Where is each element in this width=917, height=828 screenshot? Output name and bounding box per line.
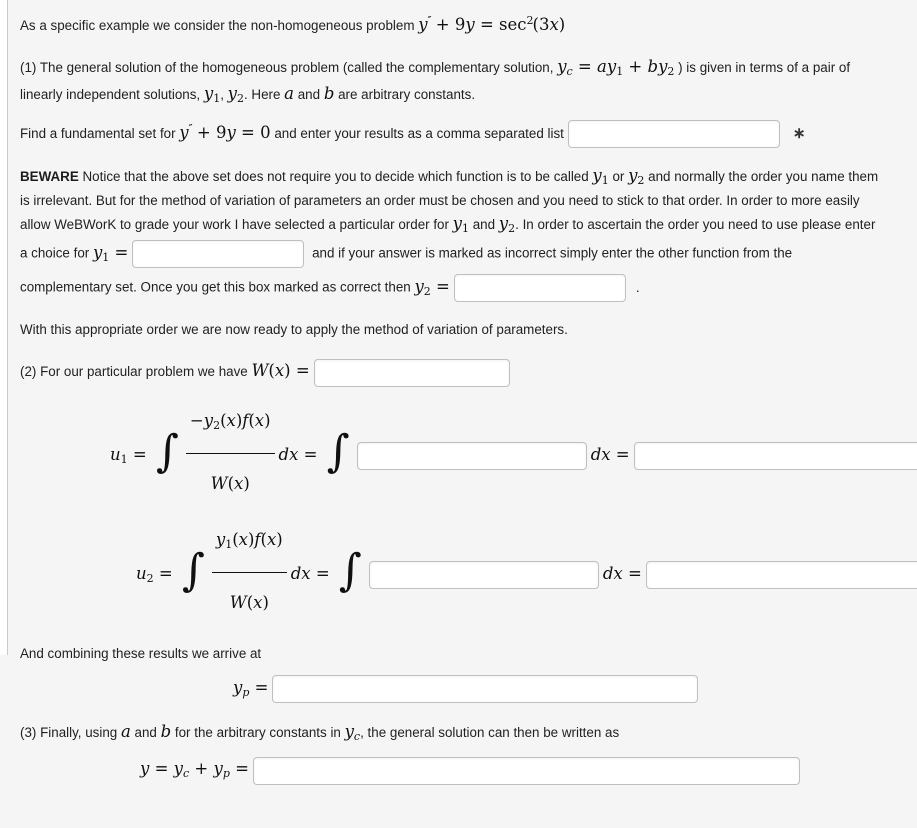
math-var: f: [254, 530, 260, 549]
webwork-problem-content: [8, 13, 897, 828]
math-var: x: [253, 593, 262, 612]
math-subscript: 2: [147, 572, 154, 585]
math-var: y: [414, 277, 423, 296]
math-subscript: c: [354, 730, 360, 743]
beware-paragraph: [20, 164, 883, 305]
math-symbol: +: [623, 57, 647, 76]
math-subscript: 1: [462, 222, 469, 235]
math-symbol: = 0: [236, 123, 271, 142]
math-var: x: [227, 411, 236, 430]
find-text-1: Find a fundamental set for: [20, 126, 179, 141]
math-var: y: [174, 759, 183, 778]
y2-choice-input[interactable]: [454, 274, 626, 302]
math-subscript: 1: [225, 538, 232, 551]
math-var: y: [418, 15, 427, 34]
math-symbol: (: [248, 411, 254, 430]
part3-text-2: and: [131, 725, 161, 740]
math-y2-equals: [414, 277, 449, 296]
math-subscript: 2: [237, 92, 244, 105]
math-var: y: [345, 722, 354, 741]
math-y1: [592, 166, 608, 185]
beware-text-5: . In order to ascertain the order you need to use please enter a choice for: [20, 217, 875, 261]
math-subscript: 2: [637, 174, 644, 187]
math-var: y: [233, 678, 242, 697]
math-var: a: [121, 722, 131, 741]
beware-text-3: and normally the order you name them is irrelevant. But for the method of variation of parameters an order must be chosen and you need to stick to that order. In order to more easily allow WeBWorK to grade your work I have selected a particular order for: [20, 169, 878, 232]
math-y1-equals: [93, 243, 128, 262]
math-var: x: [239, 530, 248, 549]
math-symbol: (3: [533, 15, 550, 34]
wronskian-text: (2) For our particular problem we have: [20, 364, 251, 379]
intro-text: As a specific example we consider the non-homogeneous problem: [20, 18, 418, 33]
math-symbol: ): [559, 15, 565, 34]
general-solution-input[interactable]: [253, 757, 800, 785]
u1-integrand-input[interactable]: [357, 442, 587, 470]
answer-note-star: ∗: [793, 125, 806, 142]
math-var: x: [267, 530, 276, 549]
math-var: dx: [291, 564, 311, 583]
math-var: W: [230, 593, 247, 612]
math-var: a: [597, 57, 607, 76]
math-subscript: 1: [602, 174, 609, 187]
math-var: y: [216, 530, 225, 549]
math-symbol: (: [261, 530, 267, 549]
find-text-2: and enter your results as a comma separated list: [271, 126, 564, 141]
math-fraction: [186, 393, 275, 512]
beware-text-1: Notice that the above set does not require you to decide which function is to be called: [79, 169, 593, 184]
part1-text-1: (1) The general solution of the homogeneous problem (called the complementary solution,: [20, 60, 557, 75]
math-homogeneous-equation: [179, 123, 270, 142]
math-u2-integral: u2 = ∫ $\frac{y1(x)f(x)}{W(x)}$ dx = ∫: [136, 564, 365, 583]
math-var: u: [110, 445, 121, 464]
wronskian-input[interactable]: [314, 359, 510, 387]
math-var: x: [549, 15, 558, 34]
math-b: [324, 84, 335, 103]
beware-text-4: and: [469, 217, 499, 232]
math-var: y: [204, 411, 213, 430]
math-symbol: =: [249, 678, 268, 697]
u2-row: [136, 515, 883, 634]
math-a: [284, 84, 294, 103]
math-u1-integral: u1 = ∫ $\frac{-y2(x)f(x)}{W(x)}$ dx = ∫: [110, 445, 353, 464]
math-fraction: [212, 512, 287, 631]
math-symbol: ): [262, 593, 268, 612]
part3-text-4: , the general solution can then be written as: [360, 725, 619, 740]
math-var: y: [557, 57, 566, 76]
math-superscript: ′′: [189, 122, 192, 135]
math-symbol: =: [109, 243, 128, 262]
math-symbol: =: [623, 564, 642, 583]
y1-choice-input[interactable]: [132, 240, 304, 268]
math-var: y: [93, 243, 102, 262]
math-symbol: =: [611, 445, 630, 464]
beware-text-6: and if your answer is marked as incorrect simply enter the other function from the complementary set. Once you get this box marked as correct then: [20, 246, 792, 295]
yp-row: [233, 672, 883, 706]
math-var: y: [179, 123, 188, 142]
math-var: f: [242, 411, 248, 430]
math-subscript: 2: [667, 65, 674, 78]
math-subscript: c: [183, 767, 189, 780]
math-nonhomogeneous-equation: [418, 15, 565, 34]
math-var: y: [465, 15, 474, 34]
general-solution-row: [140, 752, 883, 788]
math-general-solution-equals: [140, 759, 249, 778]
order-note: With this appropriate order we are now ready to apply the method of variation of parameters.: [20, 320, 883, 340]
math-symbol: (: [268, 361, 274, 380]
math-a: [121, 722, 131, 741]
beware-text-7: .: [636, 280, 640, 295]
math-subscript: 1: [102, 251, 109, 264]
math-var: y: [607, 57, 616, 76]
u1-row: [110, 396, 883, 515]
math-var: x: [234, 474, 243, 493]
fundamental-set-row: [20, 117, 883, 151]
beware-text-2: or: [609, 169, 628, 184]
part3-text-1: (3) Finally, using: [20, 725, 121, 740]
u2-integrand-input[interactable]: [369, 561, 599, 589]
fundamental-set-input[interactable]: [568, 120, 780, 148]
math-symbol: =: [128, 445, 152, 464]
part3-paragraph: [20, 720, 883, 746]
math-var: W: [211, 474, 228, 493]
part1-text-5: and: [294, 87, 324, 102]
math-var: W: [251, 361, 268, 380]
math-var: b: [161, 722, 172, 741]
math-var: y: [499, 214, 508, 233]
math-symbol: =: [298, 445, 322, 464]
math-symbol: (: [247, 593, 253, 612]
math-subscript: c: [567, 65, 573, 78]
math-symbol: + 9: [192, 123, 227, 142]
part1-text-6: are arbitrary constants.: [334, 87, 475, 102]
math-var: y: [228, 84, 237, 103]
beware-label: BEWARE: [20, 169, 79, 184]
math-symbol: +: [189, 759, 213, 778]
math-symbol: =: [573, 57, 597, 76]
part1-text-4: . Here: [244, 87, 284, 102]
math-symbol: =: [154, 564, 178, 583]
math-var: y: [140, 759, 149, 778]
intro-paragraph: [20, 13, 883, 39]
math-symbol: =: [230, 759, 249, 778]
math-symbol: =: [311, 564, 335, 583]
math-yp-equals: [233, 678, 268, 697]
left-panel-border: [0, 0, 8, 655]
math-wronskian-equals: [251, 361, 309, 380]
math-var: dx: [603, 564, 623, 583]
math-subscript: 2: [508, 222, 515, 235]
math-var: a: [284, 84, 294, 103]
math-complementary-solution: [557, 57, 674, 76]
math-symbol: (: [228, 474, 234, 493]
math-subscript: 2: [213, 419, 220, 432]
math-symbol: ): [236, 411, 242, 430]
math-symbol: =: [149, 759, 173, 778]
math-symbol: ): [264, 411, 270, 430]
math-var: y: [453, 214, 462, 233]
math-y1: [204, 84, 220, 103]
math-symbol: (: [232, 530, 238, 549]
math-symbol: ): [243, 474, 249, 493]
math-subscript: p: [242, 686, 249, 699]
math-var: b: [324, 84, 335, 103]
math-dx-equals: [591, 445, 630, 464]
math-var: dx: [591, 445, 611, 464]
part1-paragraph: [20, 54, 883, 108]
math-subscript: 1: [121, 453, 128, 466]
math-var: x: [275, 361, 284, 380]
math-yc: [345, 722, 361, 741]
math-subscript: 2: [424, 285, 431, 298]
math-var: y: [592, 166, 601, 185]
math-y2: [499, 214, 515, 233]
math-var: x: [255, 411, 264, 430]
math-y2: [228, 84, 244, 103]
math-symbol: ): [276, 530, 282, 549]
math-subscript: p: [223, 767, 230, 780]
math-subscript: 1: [616, 65, 623, 78]
part1-text-2: ) is given in terms of a pair of linearly independent solutions,: [20, 60, 850, 102]
math-symbol: ) =: [284, 361, 310, 380]
part3-text-3: for the arbitrary constants in: [171, 725, 344, 740]
math-var: u: [136, 564, 147, 583]
math-symbol: (: [220, 411, 226, 430]
math-symbol: = sec: [475, 15, 527, 34]
math-symbol: + 9: [431, 15, 466, 34]
math-b: [161, 722, 172, 741]
math-y1: [453, 214, 469, 233]
yp-input[interactable]: [272, 675, 698, 703]
math-var: y: [226, 123, 235, 142]
math-symbol: =: [431, 277, 450, 296]
u1-result-input[interactable]: [634, 442, 917, 470]
math-superscript: ′′: [428, 14, 431, 27]
math-symbol: −: [190, 411, 204, 430]
math-var: y: [204, 84, 213, 103]
math-var: y: [658, 57, 667, 76]
math-dx-equals: [603, 564, 642, 583]
math-subscript: 1: [213, 92, 220, 105]
wronskian-row: [20, 355, 883, 389]
combine-note: And combining these results we arrive at: [20, 644, 883, 664]
math-superscript: 2: [527, 14, 533, 27]
math-y2: [628, 166, 644, 185]
math-var: y: [628, 166, 637, 185]
math-var: dx: [279, 445, 299, 464]
math-var: y: [213, 759, 222, 778]
math-var: b: [648, 57, 659, 76]
u2-result-input[interactable]: [646, 561, 917, 589]
part1-text-3: ,: [220, 87, 227, 102]
math-symbol: ): [248, 530, 254, 549]
